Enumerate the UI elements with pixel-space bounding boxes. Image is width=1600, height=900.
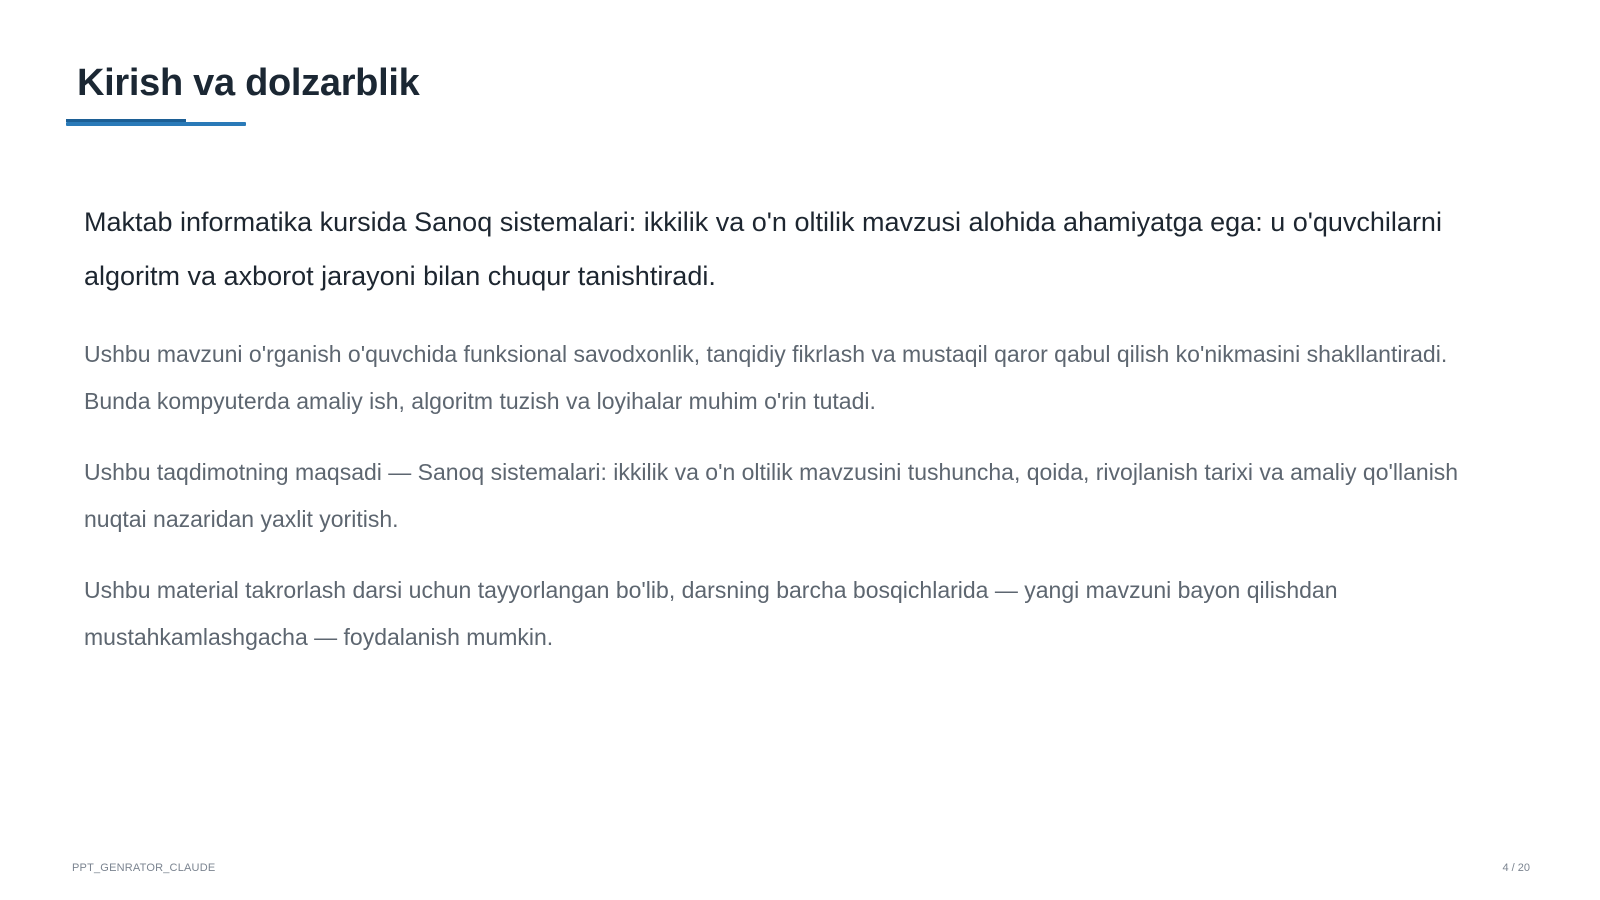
body-paragraph-1: Ushbu mavzuni o'rganish o'quvchida funksional savodxonlik, tanqidiy fikrlash va mustaqil qaror qabul qilish ko'nikmasini shakllantiradi. Bunda kompyuterda amaliy ish, algoritm tuzish va loyihalar muhim o'rin tutadi. bbox=[84, 341, 1448, 414]
footer-source: PPT_GENRATOR_CLAUDE bbox=[72, 862, 216, 874]
slide-title: Kirish va dolzarblik bbox=[77, 62, 420, 104]
lead-paragraph: Maktab informatika kursida Sanoq sistemalari: ikkilik va o'n oltilik mavzusi alohida ahamiyatga ega: u o'quvchilarni algoritm va axborot jarayoni bilan chuqur tanishtiradi. bbox=[84, 207, 1442, 291]
body-paragraph-2: Ushbu taqdimotning maqsadi — Sanoq sistemalari: ikkilik va o'n oltilik mavzusini tushuncha, qoida, rivojlanish tarixi va amaliy qo'llanish nuqtai nazaridan yaxlit yoritish. bbox=[84, 459, 1459, 532]
title-underline-accent bbox=[66, 119, 186, 122]
slide-content bbox=[84, 195, 1504, 685]
body-paragraph-3: Ushbu material takrorlash darsi uchun tayyorlangan bo'lib, darsning barcha bosqichlarida — yangi mavzuni bayon qilishdan mustahkamlashgacha — foydalanish mumkin. bbox=[84, 577, 1338, 650]
title-underline bbox=[66, 122, 246, 126]
page-number: 4 / 20 bbox=[1502, 862, 1530, 874]
